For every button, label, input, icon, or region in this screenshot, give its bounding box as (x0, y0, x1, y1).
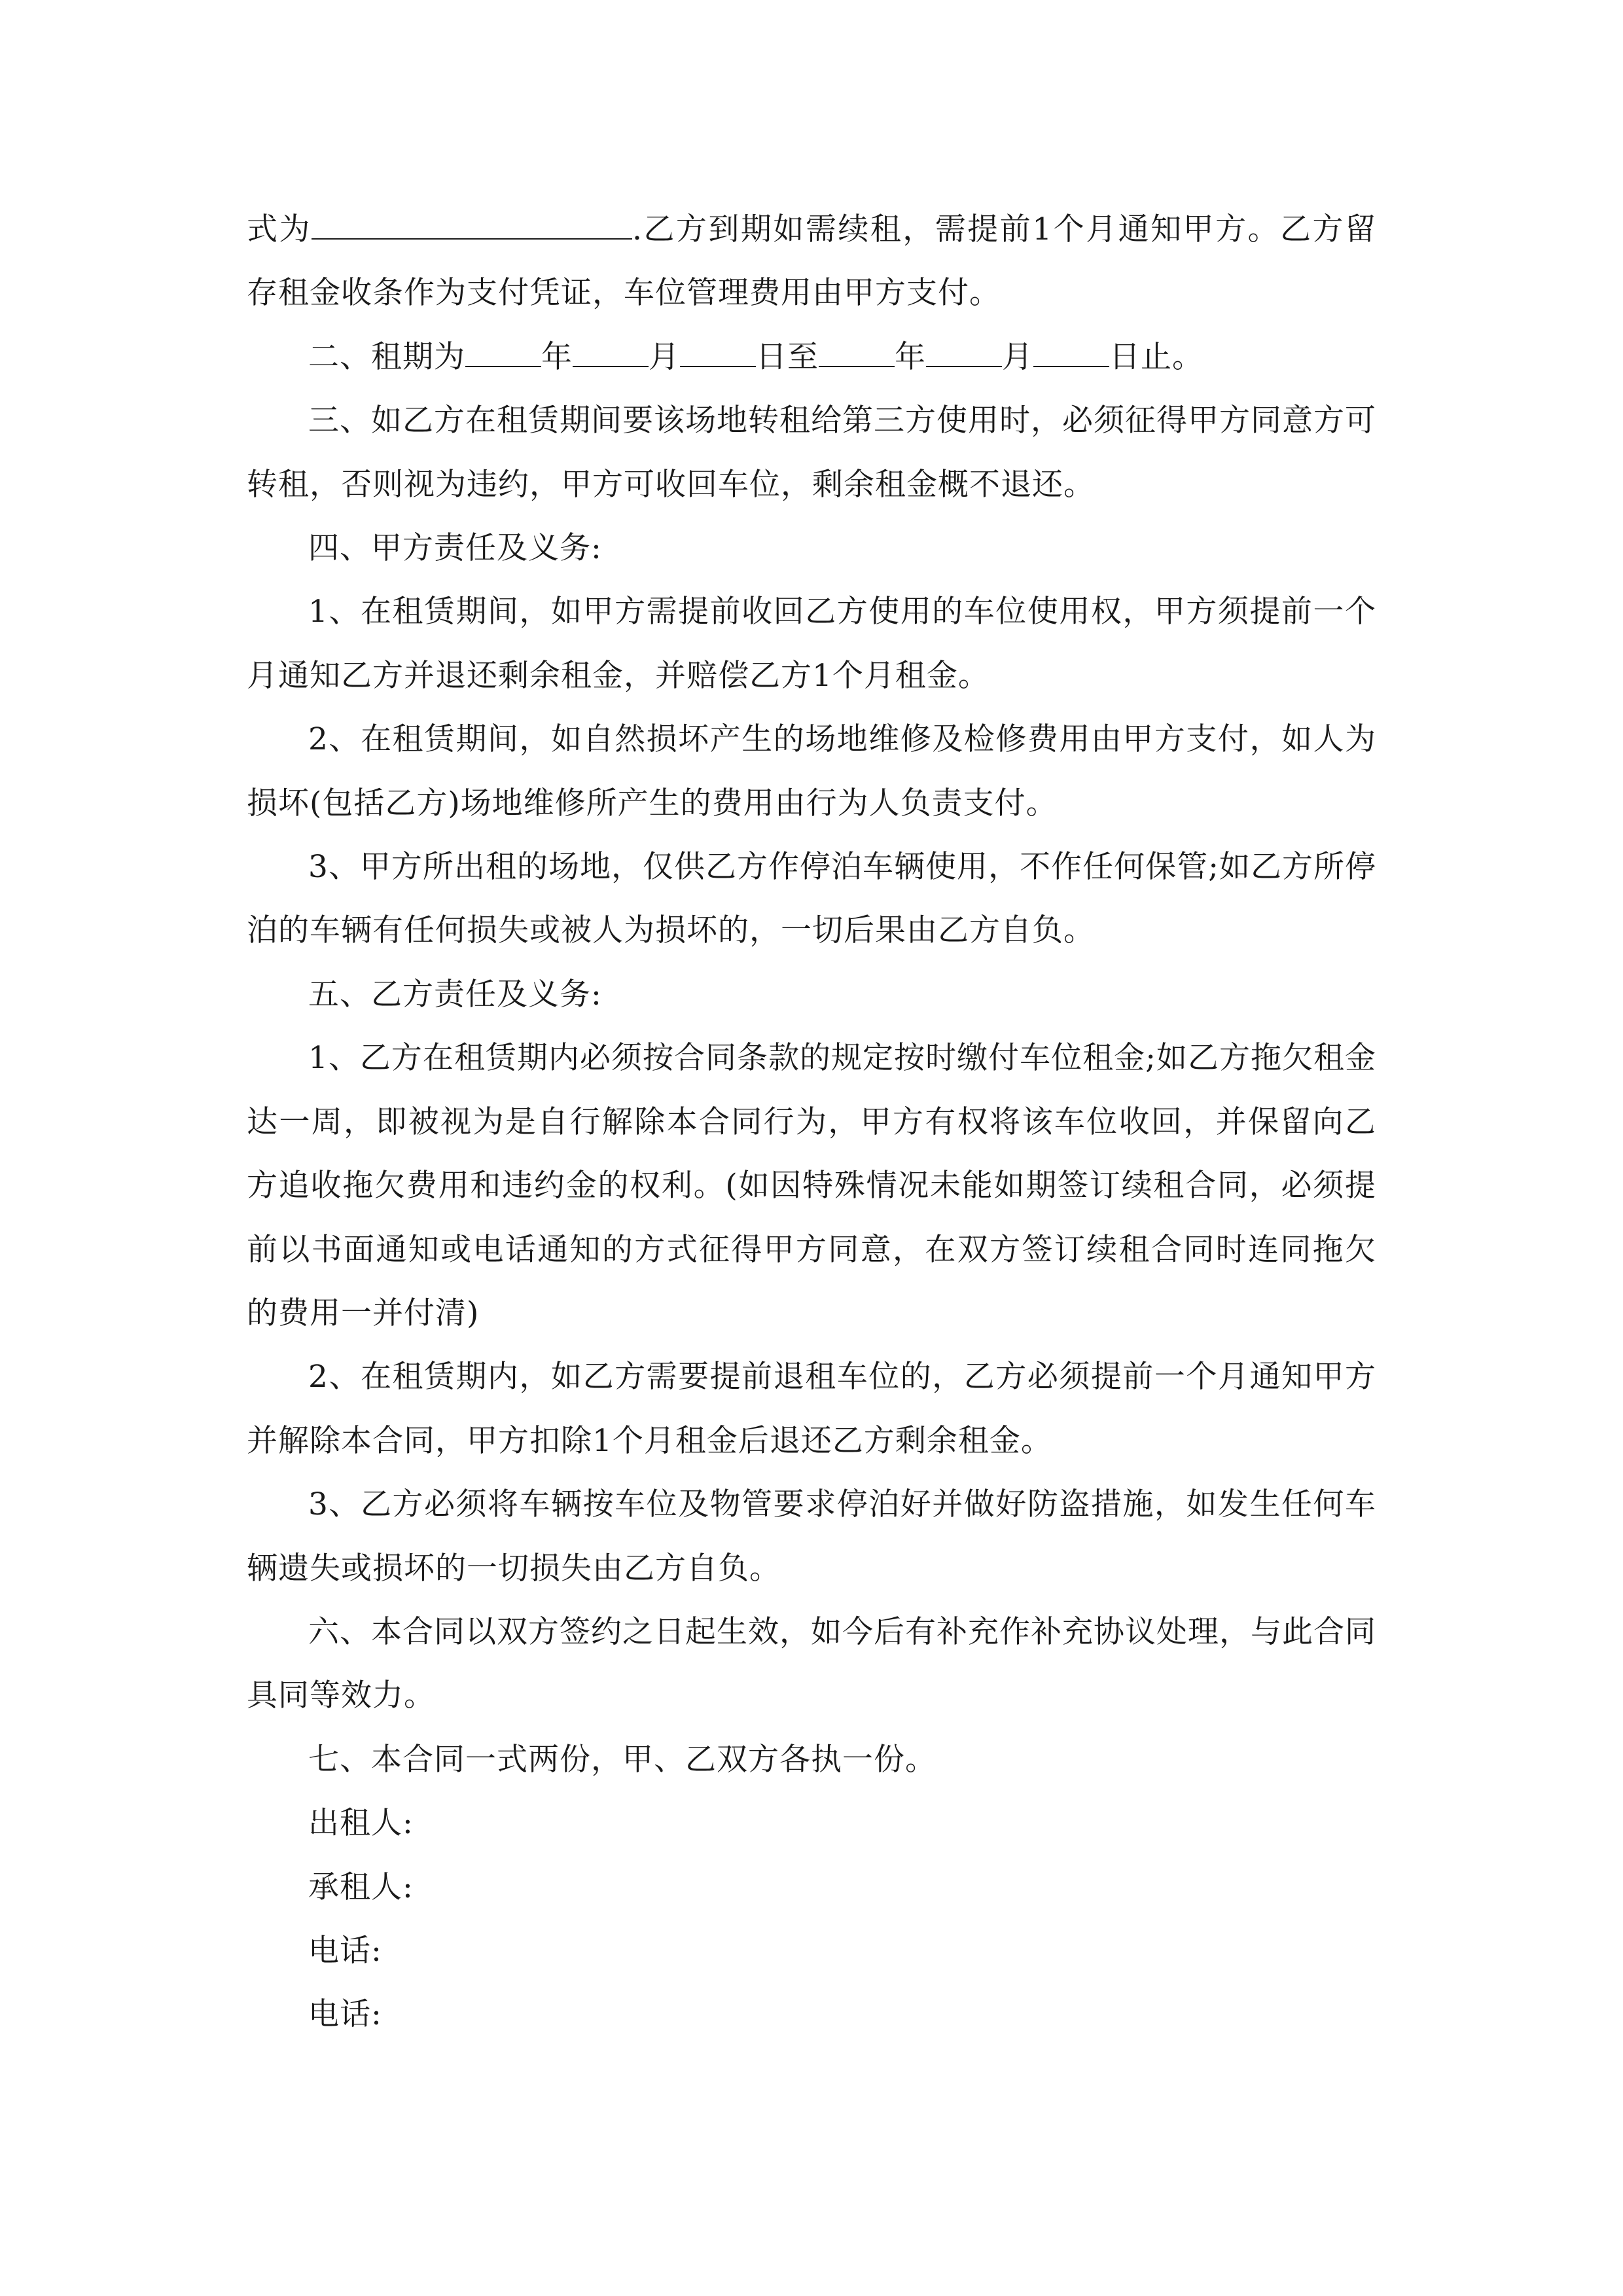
end-year-label: 年 (895, 338, 926, 375)
payment-method-blank (312, 209, 632, 240)
lessee-duty-2: 2、在租赁期内，如乙方需要提前退租车位的，乙方必须提前一个月通知甲方并解除本合同，甲方扣除1个月租金后退还乙方剩余租金。 (247, 1359, 1376, 1459)
contract-body (247, 198, 1376, 2047)
start-year-label: 年 (541, 338, 573, 375)
lessor-phone-label: 电话: (308, 1932, 382, 1969)
lessee-signature-label: 承租人: (308, 1869, 414, 1905)
end-month-blank (926, 336, 1002, 367)
lessor-duty-2: 2、在租赁期间，如自然损坏产生的场地维修及检修费用由甲方支付，如人为损坏(包括乙方)场地维修所产生的费用由行为人负责支付。 (247, 721, 1376, 821)
lessor-duties-heading: 四、甲方责任及义务: (308, 530, 602, 567)
start-day-label: 日至 (756, 338, 819, 375)
start-month-blank (573, 336, 649, 367)
copies-clause: 七、本合同一式两份，甲、乙双方各执一份。 (308, 1741, 936, 1778)
lessee-duty-3: 3、乙方必须将车辆按车位及物管要求停泊好并做好防盗措施，如发生任何车辆遗失或损坏的一切损失由乙方自负。 (247, 1486, 1376, 1587)
end-day-blank (1033, 336, 1109, 367)
lease-term-paragraph (247, 325, 1376, 389)
effective-clause: 六、本合同以双方签约之日起生效，如今后有补充作补充协议处理，与此合同具同等效力。 (247, 1613, 1376, 1714)
lessor-duty-3: 3、甲方所出租的场地，仅供乙方作停泊车辆使用，不作任何保管;如乙方所停泊的车辆有任何损失或被人为损坏的，一切后果由乙方自负。 (247, 849, 1376, 949)
payment-paragraph (247, 198, 1376, 325)
lessee-duties-heading: 五、乙方责任及义务: (308, 976, 602, 1013)
start-day-blank (680, 336, 756, 367)
payment-prefix: 式为 (247, 211, 312, 247)
lease-term-label: 二、租期为 (308, 338, 465, 375)
lessor-signature-label: 出租人: (308, 1805, 414, 1842)
start-year-blank (465, 336, 541, 367)
lessee-duty-1: 1、乙方在租赁期内必须按合同条款的规定按时缴付车位租金;如乙方拖欠租金达一周，即被视为是自行解除本合同行为，甲方有权将该车位收回，并保留向乙方追收拖欠费用和违约金的权利。(如因特殊情况未能如期签订续租合同，必须提前以书面通知或电话通知的方式征得甲方同意，在双方签订续租合同时连同拖欠的费用一并付清) (247, 1040, 1376, 1331)
end-month-label: 月 (1002, 338, 1033, 375)
sublease-clause: 三、如乙方在租赁期间要该场地转租给第三方使用时，必须征得甲方同意方可转租，否则视为违约，甲方可收回车位，剩余租金概不退还。 (247, 403, 1376, 503)
end-day-label: 日止。 (1109, 338, 1204, 375)
payment-suffix: .乙方到期如需续租，需提前1个月通知甲方。乙方留存租金收条作为支付凭证，车位管理费用由甲方支付。 (247, 211, 1377, 312)
end-year-blank (819, 336, 895, 367)
lessee-phone-label: 电话: (308, 1996, 382, 2033)
start-month-label: 月 (649, 338, 680, 375)
lessor-duty-1: 1、在租赁期间，如甲方需提前收回乙方使用的车位使用权，甲方须提前一个月通知乙方并退还剩余租金，并赔偿乙方1个月租金。 (247, 594, 1376, 694)
